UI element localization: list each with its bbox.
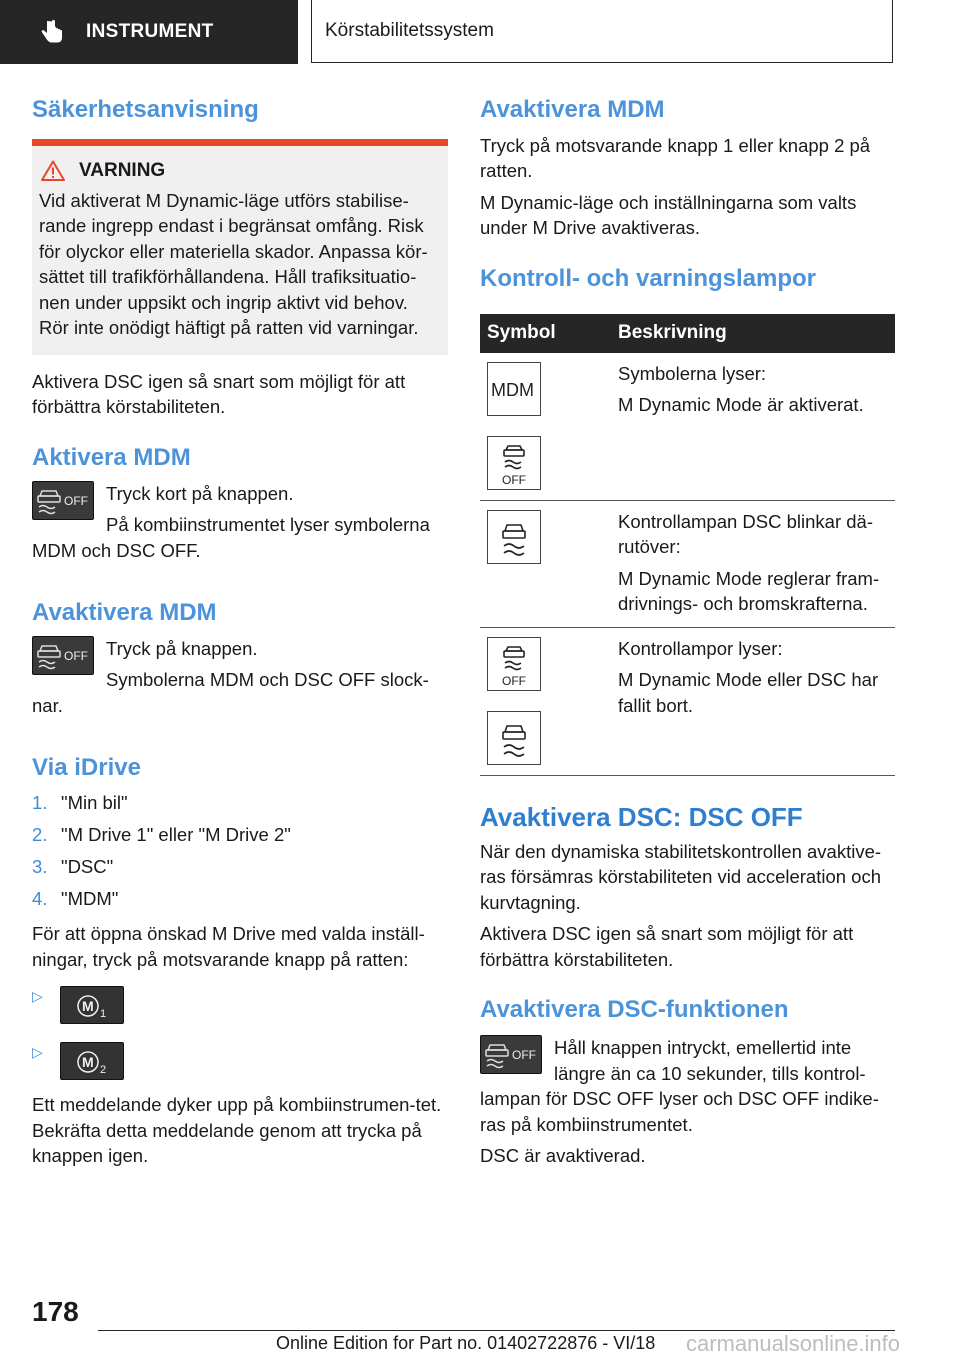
list-item: 2. "M Drive 1" eller "M Drive 2" [32,824,291,846]
dsc-symbol-icon [487,711,541,765]
idrive-heading: Via iDrive [32,754,141,782]
m1-bullet [32,986,448,1024]
dsc-symbol-icon [487,510,541,564]
deactivate-mdm-heading-2: Avaktivera MDM [480,96,665,123]
m1-button-icon [60,986,124,1024]
table-row [480,500,895,627]
activate-mdm-block [32,481,448,564]
confirm-text: Ett meddelande dyker upp på kombiinstrumen-tet. Bekräfta detta meddelande genom att trycka på knappen igen. [32,1094,442,1167]
deact-text-2: M Dynamic-läge och inställningarna som valts under M Drive avaktiveras. [480,191,857,239]
table-row [480,627,895,775]
activate-step1: Tryck kort på knappen. [106,482,294,504]
table-row [480,353,895,501]
edition-text: Online Edition for Part no. 01402722876 - VI/18 [276,1333,656,1353]
dsc-function-block [480,1035,895,1169]
topic-header [311,0,893,63]
row2-line2: M Dynamic Mode reglerar fram-drivnings- och bromskrafterna. [618,567,880,615]
list-item: 1. "Min bil" [32,792,128,814]
deact-text-1: Tryck på motsvarande knapp 1 eller knapp 2 på ratten. [480,134,871,182]
dsc-off-symbol-icon [487,436,541,490]
lamps-heading: Kontroll- och varningslampor [480,264,817,292]
svg-text:M: M [82,1054,94,1071]
svg-text:MDM: MDM [491,379,534,400]
row1-line2: M Dynamic Mode är aktiverat. [618,394,864,416]
triangle-bullet-icon: ▷ [32,1044,43,1061]
row2-line1: Kontrollampan DSC blinkar dä-rutöver: [618,510,874,558]
row3-line1: Kontrollampor lyser: [618,637,783,659]
description-column-header: Beskrivning [597,314,895,353]
warning-triangle-icon [41,160,65,181]
idrive-steps [32,787,448,915]
warning-title: VARNING [79,159,166,181]
deactivate-mdm-block [32,636,448,719]
svg-text:OFF: OFF [64,648,88,663]
hand-pointer-icon [38,18,66,46]
dsc-function-heading: Avaktivera DSC-funktionen [480,996,789,1024]
m2-button-icon [60,1042,124,1080]
section-title: INSTRUMENT [86,21,214,42]
dsc-off-text-1: När den dynamiska stabilitetskontrollen avaktive-ras försämras körstabiliteten vid acceleration och kurvtagning. [480,840,882,913]
right-column [480,96,895,1169]
safety-heading: Säkerhetsanvisning [32,96,259,123]
left-column [32,96,448,1169]
dsc-off-button-icon [32,481,94,520]
m2-bullet [32,1042,448,1080]
svg-text:1: 1 [100,1008,107,1021]
activate-mdm-heading: Aktivera MDM [32,443,191,471]
watermark: carmanualsonline.info [686,1331,901,1356]
dsc-off-button-icon [480,1035,542,1074]
dsc-off-heading: Avaktivera DSC: DSC OFF [480,801,803,832]
section-tab [0,0,298,64]
reactivate-text: Aktivera DSC igen så snart som möjligt för att förbättra körstabiliteten. [32,370,406,418]
open-mdrive-text: För att öppna önskad M Drive med valda inställ-ningar, tryck på motsvarande knapp på ratten: [32,923,425,970]
triangle-bullet-icon: ▷ [32,988,43,1005]
deactivate-mdm-heading: Avaktivera MDM [32,599,217,627]
dsc-deactivated-text: DSC är avaktiverad. [480,1145,646,1167]
topic-title: Körstabilitetssystem [325,20,494,41]
svg-text:2: 2 [100,1064,107,1077]
row3-line2: M Dynamic Mode eller DSC har fallit bort. [618,669,879,716]
activate-step2: På kombiinstrumentet lyser symbolerna MDM och DSC OFF. [32,514,430,561]
dsc-off-text-2: Aktivera DSC igen så snart som möjligt för att förbättra körstabiliteten. [480,923,854,970]
svg-text:OFF: OFF [502,673,526,688]
svg-text:OFF: OFF [502,472,526,487]
deactivate-step2: Symbolerna MDM och DSC OFF slock-nar. [32,669,429,716]
deactivate-step1: Tryck på knappen. [106,637,258,659]
dsc-function-text: Håll knappen intryckt, emellertid inte längre än ca 10 sekunder, tills kontrol-lampan för DSC OFF lyser och DSC OFF indike-ras på kombiinstrumentet. [480,1037,879,1135]
warning-text: Vid aktiverat M Dynamic-läge utförs stabilise-rande ingrepp endast i begränsat omfång. Risk för olyckor eller materiella skador. Anpassa kör-sättet till trafikförhållandena. Håll trafiksituatio-nen under uppsikt och ingrip aktivt vid behov. Rör inte onödigt häftigt på ratten vid varningar. [39,189,428,339]
row1-line1: Symbolerna lyser: [618,362,767,384]
mdm-symbol-icon [487,362,541,416]
dsc-off-symbol-icon [487,637,541,691]
list-item: 4. "MDM" [32,888,119,910]
symbol-column-header: Symbol [480,314,597,353]
dsc-off-button-icon [32,636,94,675]
page-number: 178 [32,1296,79,1327]
lamps-table [480,314,895,776]
svg-text:M: M [82,998,94,1015]
svg-text:OFF: OFF [64,493,88,508]
svg-text:OFF: OFF [512,1048,536,1063]
list-item: 3. "DSC" [32,856,114,878]
warning-box [32,139,448,355]
